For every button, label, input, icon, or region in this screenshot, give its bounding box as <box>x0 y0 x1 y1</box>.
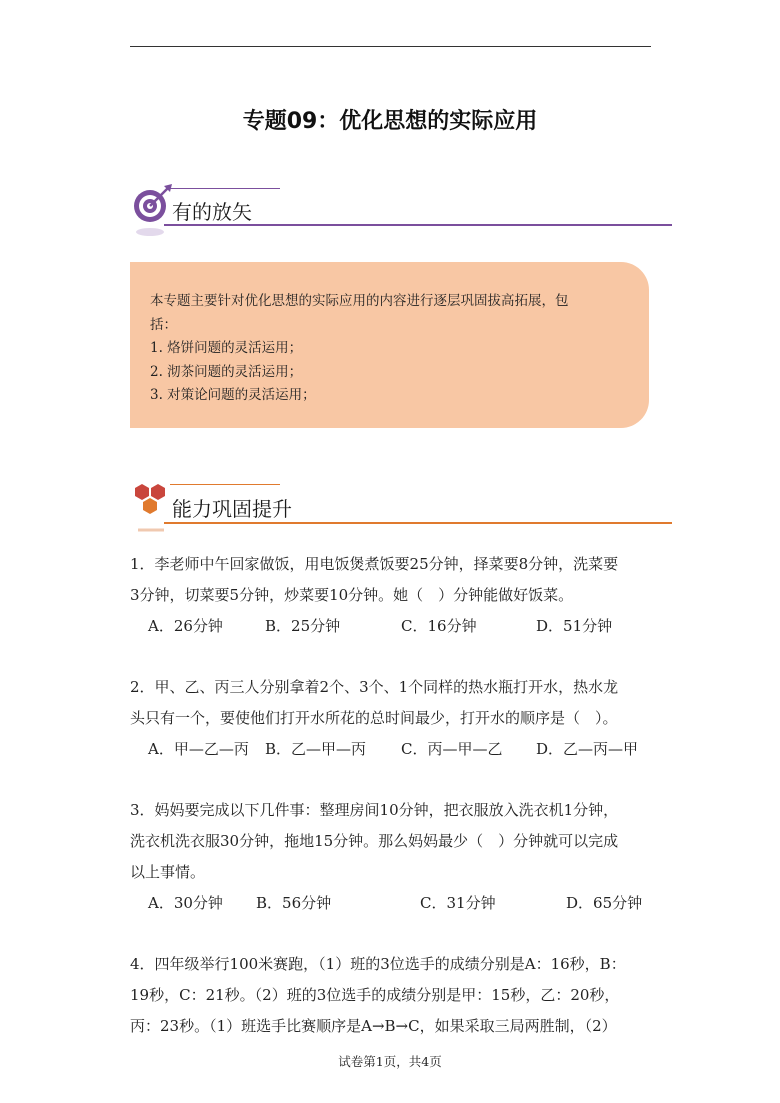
intro-item: 1. 烙饼问题的灵活运用； <box>150 340 303 356</box>
header-rule <box>130 46 651 47</box>
question-line: 19秒，C：21秒。（2）班的3位选手的成绩分别是甲：15秒，乙：20秒， <box>130 986 620 1004</box>
question-line: 1．李老师中午回家做饭，用电饭煲煮饭要25分钟，择菜要8分钟，洗菜要 <box>130 555 619 573</box>
question-line: 4．四年级举行100米赛跑，（1）班的3位选手的成绩分别是A：16秒，B： <box>130 955 626 973</box>
section-goals-short-rule <box>170 188 280 189</box>
question-1 <box>130 549 654 642</box>
option-d: D．51分钟 <box>536 617 613 635</box>
intro-item: 3. 对策论问题的灵活运用； <box>150 387 316 403</box>
options-row <box>130 611 654 642</box>
option-b: B．56分钟 <box>256 894 332 912</box>
options-row <box>130 888 654 919</box>
page-title: 专题09：优化思想的实际应用 <box>242 109 538 134</box>
intro-line: 括： <box>150 316 177 333</box>
question-line: 2．甲、乙、丙三人分别拿着2个、3个、1个同样的热水瓶打开水，热水龙 <box>130 678 619 696</box>
option-c: C．16分钟 <box>401 617 477 635</box>
section-practice-rule <box>164 522 672 524</box>
option-a: A．30分钟 <box>148 894 223 912</box>
option-b: B．乙—甲—丙 <box>265 740 367 758</box>
intro-box <box>130 262 649 428</box>
section-practice-header <box>130 478 672 538</box>
question-line: 洗衣机洗衣服30分钟，拖地15分钟。那么妈妈最少（ ）分钟就可以完成 <box>130 832 619 850</box>
question-line: 丙：23秒。（1）班选手比赛顺序是A→B→C，如果采取三局两胜制，（2） <box>130 1017 617 1035</box>
option-c: C．31分钟 <box>420 894 496 912</box>
option-d: D．65分钟 <box>566 894 643 912</box>
section-goals-header <box>130 180 672 240</box>
section-practice-title: 能力巩固提升 <box>172 497 292 521</box>
question-line: 头只有一个，要使他们打开水所花的总时间最少，打开水的顺序是（ ）。 <box>130 709 618 727</box>
option-a: A．甲—乙—丙 <box>148 740 249 758</box>
option-a: A．26分钟 <box>148 617 223 635</box>
question-4 <box>130 949 654 1042</box>
intro-line: 本专题主要针对优化思想的实际应用的内容进行逐层巩固拔高拓展，包 <box>150 293 569 309</box>
section-goals-rule <box>164 224 672 226</box>
option-d: D．乙—丙—甲 <box>536 740 639 758</box>
intro-item: 2. 沏茶问题的灵活运用； <box>150 363 303 380</box>
hexagon-icon <box>130 478 176 538</box>
option-c: C．丙—甲—乙 <box>401 740 503 758</box>
option-b: B．25分钟 <box>265 617 341 635</box>
section-goals-title: 有的放矢 <box>172 200 252 224</box>
question-line: 以上事情。 <box>130 863 206 881</box>
options-row <box>130 734 654 765</box>
question-3 <box>130 795 654 919</box>
question-line: 3分钟，切菜要5分钟，炒菜要10分钟。她（ ）分钟能做好饭菜。 <box>130 586 574 604</box>
page-footer: 试卷第1页，共4页 <box>338 1054 442 1069</box>
question-line: 3．妈妈要完成以下几件事：整理房间10分钟，把衣服放入洗衣机1分钟， <box>130 801 619 819</box>
question-2 <box>130 672 654 765</box>
target-icon <box>130 180 176 240</box>
section-practice-short-rule <box>170 484 280 485</box>
